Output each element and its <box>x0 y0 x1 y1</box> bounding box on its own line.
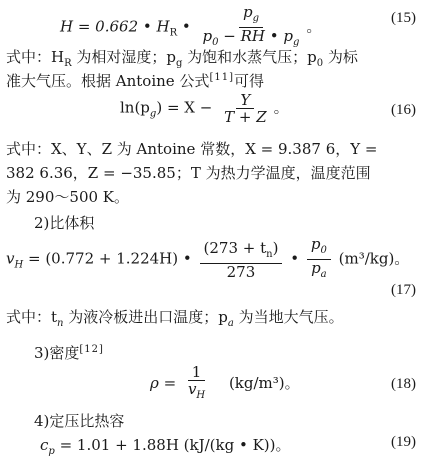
eq16-numerator: Y <box>236 92 254 109</box>
para2-line3: 为 290～500 K。 <box>6 188 130 206</box>
citation-11: [11] <box>209 72 234 83</box>
eq18-number: (18) <box>391 376 416 392</box>
equation-18: ρ = $\frac{1}{v_H}$ (kg/m³)。 <box>150 364 300 404</box>
eq15-lhs: H = 0.662 • H <box>60 17 170 36</box>
para2-line1: 式中：X、Y、Z 为 Antoine 常数，X = 9.387 6，Y = <box>6 140 378 158</box>
eq15-tail: 。 <box>306 17 322 36</box>
eq16-number: (16) <box>391 102 416 118</box>
eq15-fraction <box>199 4 304 51</box>
citation-12: [12] <box>79 344 104 355</box>
eq16-denominator: T + Z <box>224 108 267 126</box>
eq17-number: (17) <box>391 282 416 298</box>
section-3-title: 3)密度[12] <box>34 344 104 362</box>
eq15-lhs-sub: R <box>169 27 178 39</box>
para2-line2: 382 6.36，Z = −35.85；T 为热力学温度，温度范围 <box>6 164 371 182</box>
para1-line1: 式中：$H_R$ 为相对湿度；$p_g$ 为饱和水蒸气压；$p_0$ 为标 <box>6 48 358 69</box>
eq17-fraction-1: $\frac{(273 + t_n)}{273}$ <box>200 240 283 280</box>
eq17-fraction-2: $\frac{p_0}{p_a}$ <box>307 236 331 283</box>
equation-15 <box>60 4 321 51</box>
equation-16: $\ln(p_g) = X$ − $\frac{Y}{T + Z}$ 。 <box>120 91 289 126</box>
para3-line: 式中：$t_n$ 为液冷板进出口温度；$p_a$ 为当地大气压。 <box>6 308 344 329</box>
section-2-title: 2)比体积 <box>34 214 95 232</box>
eq18-fraction: $\frac{1}{v_H}$ <box>187 363 206 401</box>
para1-line2: 准大气压。根据 Antoine 公式[11]可得 <box>6 72 264 90</box>
eq15-denominator: $p_0$ − RH • $p_g$ <box>202 27 300 48</box>
equation-19: $c_p = 1.01 + 1.88H$ (kJ/(kg • K))。 <box>40 436 291 457</box>
eq19-number: (19) <box>391 434 416 450</box>
equation-17: $v_H = (0.772 + 1.224H)$ • $\frac{(273 + t_n)}{273}$ • $\frac{p_0}{p_a}$ (m³/kg)。 <box>6 236 416 283</box>
section-4-title: 4)定压比热容 <box>34 412 125 430</box>
eq15-numerator: $p_g$ <box>239 4 263 28</box>
eq15-number: (15) <box>391 10 416 26</box>
eq15-dot: • <box>181 17 191 36</box>
eq16-fraction <box>220 92 271 125</box>
